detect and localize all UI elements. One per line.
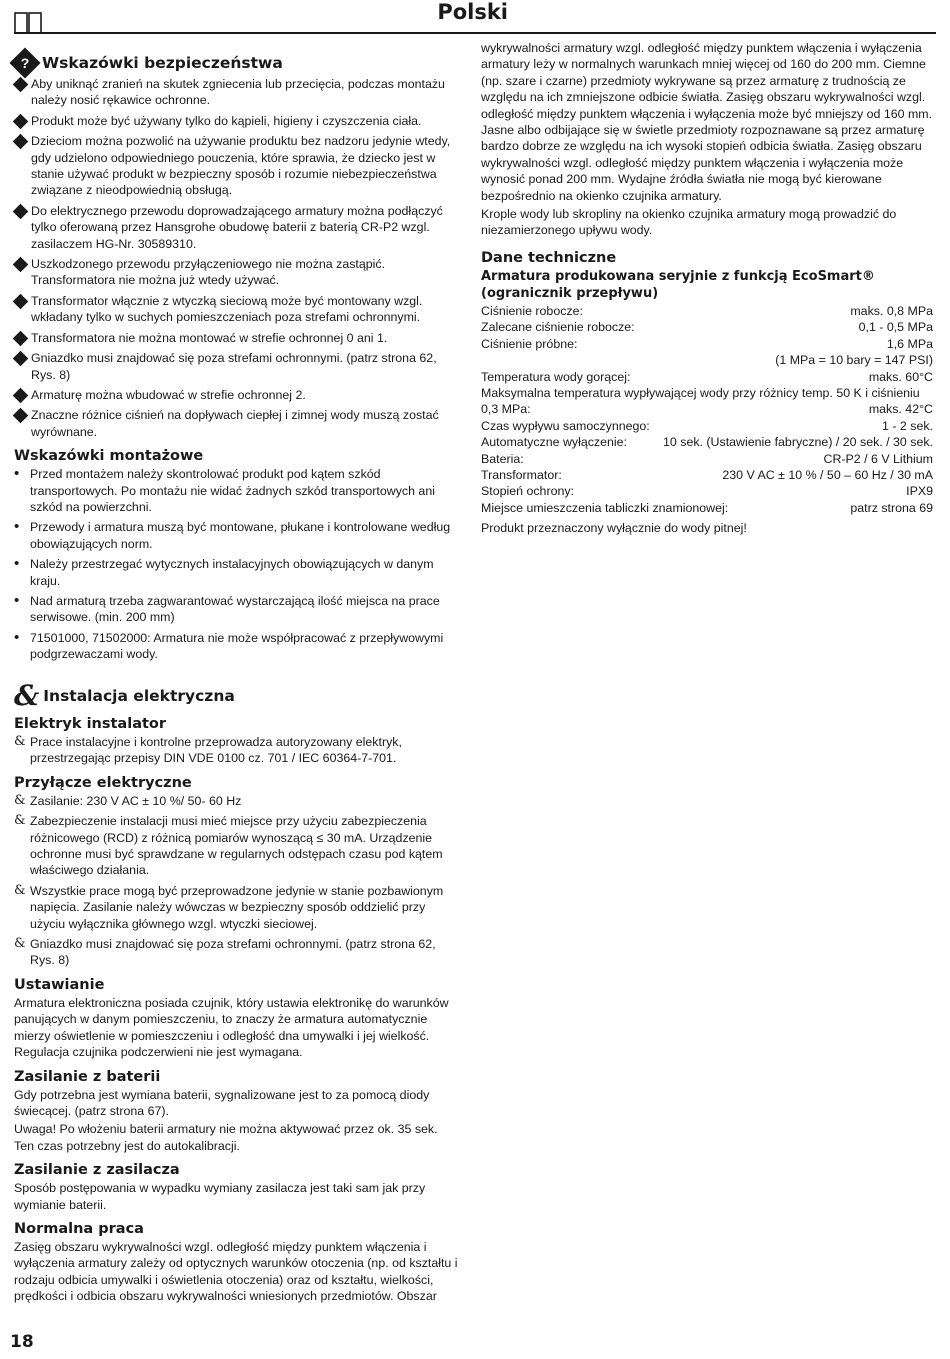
safety-list xyxy=(14,76,460,440)
safety-item: Dzieciom można pozwolić na używanie produktu bez nadzoru jedynie wtedy, gdy udzielono odpowiedniego pouczenia, które sprawia, że dziecko jest w stanie używać produkt w bezpieczny sposób i rozumie niebezpieczeństwa związane z nieodpowiednią obsługą. xyxy=(14,133,460,199)
spec-row: Miejsce umieszczenia tabliczki znamionowej: patrz strona 69 xyxy=(481,500,933,515)
bullet-icon: • xyxy=(14,628,20,646)
safety-item: Transformator włącznie z wtyczką sieciową może być montowany wzgl. wkładany tylko w suchych pomieszczeniach poza strefami ochronnymi. xyxy=(14,293,460,326)
safety-item: Aby uniknąć zranień na skutek zgniecenia lub przecięcia, podczas montażu należy nosić rękawice ochronne. xyxy=(14,76,460,109)
max-temp-line: Maksymalna temperatura wypływającej wody przy różnicy temp. 50 K i ciśnieniu xyxy=(481,385,920,400)
bullet-icon: • xyxy=(14,555,20,573)
mounting-item: • Należy przestrzegać wytycznych instalacyjnych obowiązujących w danym kraju. xyxy=(14,555,434,588)
mounting-title: Wskazówki montażowe xyxy=(14,448,204,465)
warning-bullet-icon xyxy=(13,294,29,310)
electrician-item: & Prace instalacyjne i kontrolne przeprowadza autoryzowany elektryk, przestrzegając przepisy DIN VDE 0100 cz. 701 / IEC 60364-7-701. xyxy=(14,734,402,766)
electrical-heading xyxy=(14,679,460,712)
language-heading: Polski xyxy=(437,0,508,24)
header-rule xyxy=(14,32,936,34)
pressure-conversion-note: (1 MPa = 10 bary = 147 PSI) xyxy=(775,353,933,368)
amp-bullet-icon: & xyxy=(14,792,26,808)
safety-item: Gniazdko musi znajdować się poza strefami ochronnymi. (patrz strona 62, Rys. 8) xyxy=(14,350,460,383)
bullet-icon: • xyxy=(14,591,20,609)
spec-row: Zalecane ciśnienie robocze: 0,1 - 0,5 MPa xyxy=(481,320,933,335)
psu-title: Zasilanie z zasilacza xyxy=(14,1162,180,1179)
mounting-list xyxy=(14,466,460,662)
safety-title: Wskazówki bezpieczeństwa xyxy=(42,54,283,72)
electrician-title: Elektryk instalator xyxy=(14,716,167,732)
bullet-icon: • xyxy=(14,518,20,536)
spec-row: Ciśnienie robocze: maks. 0,8 MPa xyxy=(481,303,933,318)
warning-bullet-icon xyxy=(13,114,29,130)
spec-row: Bateria: CR-P2 / 6 V Lithium xyxy=(481,451,933,466)
psu-text: Sposób postępowania w wypadku wymiany zasilacza jest taki sam jak przy wymianie baterii. xyxy=(14,1181,426,1212)
battery-text: Gdy potrzebna jest wymiana baterii, sygnalizowane jest to za pomocą diody świecącej. (patrz strona 67). xyxy=(14,1087,430,1118)
setup-text: Armatura elektroniczna posiada czujnik, który ustawia elektronikę do warunków panujących w danym pomieszczeniu, to znaczy że armatura automatycznie mierzy oświetlenie w pomieszczeniu i odległość dna umywalki i jej wielkość. Regulacja czujnika podczerwieni nie jest wymagana. xyxy=(14,995,449,1060)
water-drops-text: Krople wody lub skropliny na okienko czujnika armatury mogą prowadzić do niezamierzonego upływu wody. xyxy=(481,207,897,238)
electrical-title: Instalacja elektryczna xyxy=(43,687,235,705)
battery-title: Zasilanie z baterii xyxy=(14,1068,161,1085)
safety-item: Uszkodzonego przewodu przyłączeniowego nie można zastąpić. Transformatora nie można już wtedy używać. xyxy=(14,256,460,289)
warning-bullet-icon xyxy=(13,408,29,424)
safety-item: Znaczne różnice ciśnień na dopływach ciepłej i zimnej wody muszą zostać wyrównane. xyxy=(14,407,460,440)
electrical-section-icon: & xyxy=(14,679,40,712)
spec-row: 0,3 MPa: maks. 42°C xyxy=(481,402,933,417)
safety-item: Transformatora nie można montować w strefie ochronnej 0 ani 1. xyxy=(14,330,460,346)
warning-bullet-icon xyxy=(13,204,29,220)
amp-bullet-icon: & xyxy=(14,734,26,749)
mounting-item: • Nad armaturą trzeba zagwarantować wystarczającą ilość miejsca na prace serwisowe. (min. 200 mm) xyxy=(14,591,440,625)
amp-bullet-icon: & xyxy=(14,936,26,952)
spec-row: Stopień ochrony: IPX9 xyxy=(481,484,933,499)
safety-item: Armaturę można wbudować w strefie ochronnej 2. xyxy=(14,387,460,403)
warning-bullet-icon xyxy=(13,77,29,93)
spec-table xyxy=(481,303,933,516)
warning-bullet-icon xyxy=(13,330,29,346)
safety-heading xyxy=(14,52,460,74)
left-column xyxy=(14,52,460,662)
warning-icon: ? xyxy=(9,47,40,78)
spec-row: Ciśnienie próbne: 1,6 MPa xyxy=(481,336,933,351)
normal-operation-text: Zasięg obszaru wykrywalności wzgl. odległość między punktem włączenia i wyłączenia armatury zależy od optycznych warunków otoczenia (np. od kształtu i rodzaju odbicia umywalki i oświetlenia otoczenia) oraz od kształtu, wielkości, prędkości i odbicia obszaru wykrywalności wniesionych przedmiotów. Obszar xyxy=(14,1239,458,1304)
connections-title: Przyłącze elektryczne xyxy=(14,774,192,791)
mounting-item: • Przed montażem należy skontrolować produkt pod kątem szkód transportowych. Po montażu nie widać żadnych szkód transportowych ani szkód na powierzchni. xyxy=(14,465,435,514)
setup-title: Ustawianie xyxy=(14,976,105,993)
tech-data-subtitle: Armatura produkowana seryjnie z funkcją EcoSmart® (ogranicznik przepływu) xyxy=(481,268,875,301)
amp-bullet-icon: & xyxy=(14,813,26,829)
connection-item: & Gniazdko musi znajdować się poza strefami ochronnymi. (patrz strona 62, Rys. 8) xyxy=(14,936,436,968)
spec-row: Temperatura wody gorącej: maks. 60°C xyxy=(481,369,933,384)
safety-item: Do elektrycznego przewodu doprowadzającego armatury można podłączyć tylko oferowaną przez Hansgrohe obudowę baterii z baterią CR-P2 wzgl. zasilaczem HG-Nr. 30589310. xyxy=(14,203,460,252)
normal-operation-title: Normalna praca xyxy=(14,1220,144,1237)
warning-bullet-icon xyxy=(13,388,29,404)
battery-warning-text: Uwaga! Po włożeniu baterii armatury nie można aktywować przez ok. 35 sek. Ten czas potrzebny jest do autokalibracji. xyxy=(14,1122,438,1153)
safety-item: Produkt może być używany tylko do kąpieli, higieny i czyszczenia ciała. xyxy=(14,113,460,129)
page-number: 18 xyxy=(10,1332,34,1352)
warning-bullet-icon xyxy=(13,351,29,367)
connection-item: & Zasilanie: 230 V AC ± 10 %/ 50- 60 Hz xyxy=(14,792,242,808)
electrical-section xyxy=(14,679,460,1307)
connection-item: & Wszystkie prace mogą być przeprowadzone jedynie w stanie pozbawionym napięcia. Zasilanie należy wówczas w bezpieczny sposób oddzielić przy użyciu wyłącznika głównego wzgl. wtyczki sieciowej. xyxy=(14,882,444,931)
spec-row: Czas wypływu samoczynnego: 1 - 2 sek. xyxy=(481,418,933,433)
warning-bullet-icon xyxy=(13,257,29,273)
bullet-icon: • xyxy=(14,465,20,483)
warning-bullet-icon xyxy=(13,134,29,150)
spec-row: Transformator: 230 V AC ± 10 % / 50 – 60 Hz / 30 mA xyxy=(481,467,933,482)
detection-range-text: wykrywalności armatury wzgl. odległość między punktem włączenia i wyłączenia armatury leży w normalnych warunkach mniej więcej od 160 do 200 mm. Ciemne (np. szare i czarne) przedmioty wykrywane są przez armaturę z trudnością ze względu na ich zmniejszone odbicie światła. Zasięg obszaru wykrywalności wzgl. odległość między punktem włączenia i wyłączenia może być mniejszy od 160 mm. Jasne albo odbijające się w świetle przedmioty rozpoznawane są przez armaturę bardzo dobrze ze względu na ich wysoki stopień odbicia światła. Zasięg obszaru wykrywalności wzgl. odległość między punktem włączenia i wyłączenia może wynosić ponad 200 mm. Wydajne źródła światła nie mogą być kierowane bezpośrednio na okienko czujnika armatury. xyxy=(481,41,933,203)
spec-row: Automatyczne wyłączenie: 10 sek. (Ustawienie fabryczne) / 20 sek. / 30 sek. xyxy=(481,435,933,450)
right-column xyxy=(481,40,933,539)
mounting-item: • Przewody i armatura muszą być montowane, płukane i kontrolowane według obowiązujących norm. xyxy=(14,518,451,551)
drinking-water-note: Produkt przeznaczony wyłącznie do wody pitnej! xyxy=(481,521,747,536)
amp-bullet-icon: & xyxy=(14,882,26,898)
connection-item: & Zabezpieczenie instalacji musi mieć miejsce przy użyciu zabezpieczenia różnicowego (RCD) z różnicą pomiarów wynoszącą ≤ 30 mA. Urządzenie ochronne musi być sprawdzane w regularnych odstępach czasu pod kątem właściwego działania. xyxy=(14,813,443,878)
manual-book-icon xyxy=(14,12,42,34)
mounting-item: • 71501000, 71502000: Armatura nie może współpracować z przepływowymi podgrzewaczami wody. xyxy=(14,628,444,662)
tech-data-title: Dane techniczne xyxy=(481,249,617,266)
